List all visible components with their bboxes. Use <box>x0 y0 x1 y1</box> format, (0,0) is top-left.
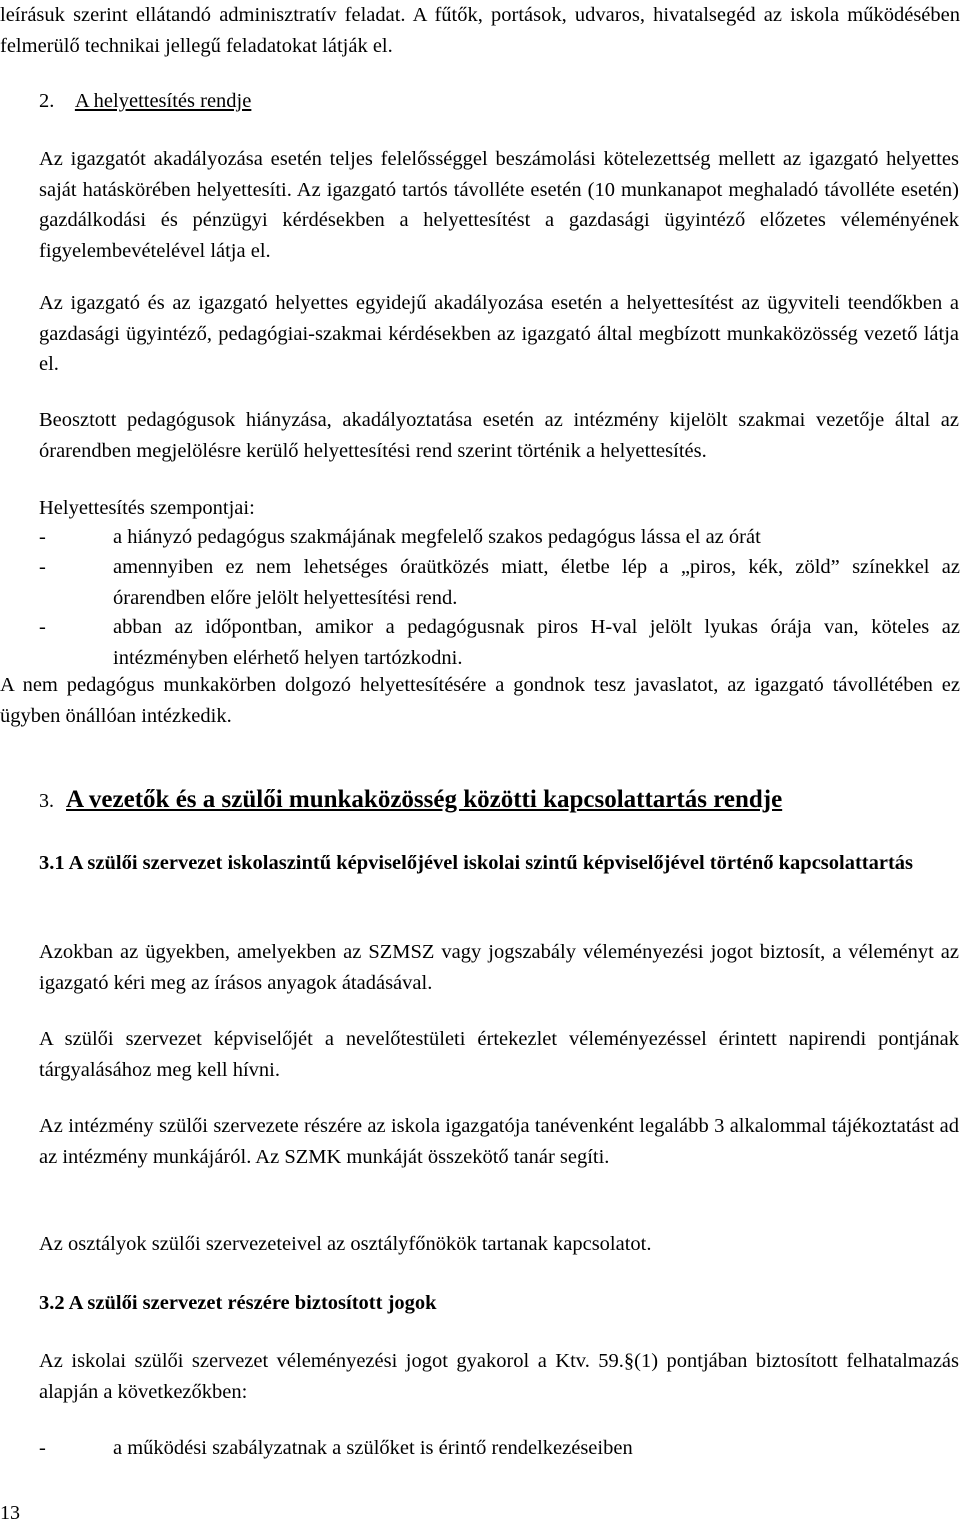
rights-item-text: a működési szabályzatnak a szülőket is érintő rendelkezéseiben <box>113 1437 633 1459</box>
bullet-dash: - <box>39 526 46 548</box>
rights-item <box>39 1433 960 1464</box>
criteria-item <box>39 612 960 673</box>
criteria-item-text: amennyiben ez nem lehetséges óraütközés miatt, életbe lép a „piros, kék, zöld” színekkel az órarendben előre jelölt helyettesítési rend. <box>113 556 960 609</box>
intro-paragraph: leírásuk szerint ellátandó adminisztratív feladat. A fűtők, portások, udvaros, hivatalsegéd az iskola működésében felmerülő technikai jellegű feladatokat látják el. <box>0 4 960 57</box>
section-2-paragraph-1: Az igazgatót akadályozása esetén teljes felelősséggel beszámolási kötelezettség mellett az igazgató helyettes saját hatáskörében helyettesíti. Az igazgató tartós távolléte esetén (10 munkanapot meghaladó távolléte esetén) gazdálkodási és pénzügyi kérdésekben a helyettesítést a gazdasági ügyintéző előzetes véleményének figyelembevételével látja el. <box>39 148 959 262</box>
subsection-3-1-paragraph-4: Az osztályok szülői szervezeteivel az osztályfőnökök tartanak kapcsolatot. <box>39 1233 652 1255</box>
section-2-title: A helyettesítés rendje <box>74 90 252 112</box>
subsection-3-1-paragraph-2: A szülői szervezet képviselőjét a nevelőtestületi értekezlet véleményezéssel érintett napirendi pontjának tárgyalásához meg kell hívni. <box>39 1028 959 1081</box>
section-2-paragraph-2: Az igazgató és az igazgató helyettes egyidejű akadályozása esetén a helyettesítést az ügyviteli teendőkben a gazdasági ügyintéző, pedagógiai-szakmai kérdésekben az igazgató által megbízott munkaközösség vezető látja el. <box>39 292 959 376</box>
criteria-item <box>39 522 960 553</box>
subsection-3-2-number: 3.2 <box>39 1292 65 1314</box>
subsection-3-1-paragraph-3: Az intézmény szülői szervezete részére az iskola igazgatója tanévenként legalább 3 alkalommal tájékoztatást ad az intézmény munkájáról. Az SZMK munkáját összekötő tanár segíti. <box>39 1115 959 1168</box>
bullet-dash: - <box>39 616 46 638</box>
subsection-3-1-title: A szülői szervezet iskolaszintű képviselőjével iskolai szintű képviselőjével történő kapcsolattartás <box>68 852 914 874</box>
subsection-3-2-title: A szülői szervezet részére biztosított jogok <box>68 1292 437 1314</box>
section-2-paragraph-3: Beosztott pedagógusok hiányzása, akadályoztatása esetén az intézmény kijelölt szakmai vezetője által az órarendben megjelölésre kerülő helyettesítési rend szerint történik a helyettesítés. <box>39 409 959 462</box>
section-2-closing: A nem pedagógus munkakörben dolgozó helyettesítésére a gondnok tesz javaslatot, az igazgató távollétében ez ügyben önállóan intézkedik. <box>0 674 960 727</box>
criteria-item <box>39 552 960 613</box>
subsection-3-2-heading <box>39 1288 959 1319</box>
section-3-heading <box>39 785 782 817</box>
section-3-title: A vezetők és a szülői munkaközösség közötti kapcsolattartás rendje <box>66 786 783 813</box>
section-2-heading <box>39 86 959 117</box>
subsection-3-1-heading <box>39 848 959 879</box>
section-3-number: 3. <box>39 790 54 812</box>
page-number: 13 <box>0 1502 20 1524</box>
subsection-3-1-number: 3.1 <box>39 852 65 874</box>
bullet-dash: - <box>39 1437 46 1459</box>
subsection-3-1-paragraph-1: Azokban az ügyekben, amelyekben az SZMSZ vagy jogszabály véleményezési jogot biztosít, a véleményt az igazgató kéri meg az írásos anyagok átadásával. <box>39 941 959 994</box>
subsection-3-2-paragraph: Az iskolai szülői szervezet véleményezési jogot gyakorol a Ktv. 59.§(1) pontjában biztosított felhatalmazás alapján a következőkben: <box>39 1350 959 1403</box>
bullet-dash: - <box>39 556 46 578</box>
criteria-label: Helyettesítés szempontjai: <box>39 497 255 519</box>
criteria-item-text: a hiányzó pedagógus szakmájának megfelelő szakos pedagógus lássa el az órát <box>113 526 761 548</box>
criteria-item-text: abban az időpontban, amikor a pedagógusnak piros H-val jelölt lyukas órája van, köteles az intézményben elérhető helyen tartózkodni. <box>113 616 960 669</box>
section-2-number: 2. <box>39 90 55 112</box>
